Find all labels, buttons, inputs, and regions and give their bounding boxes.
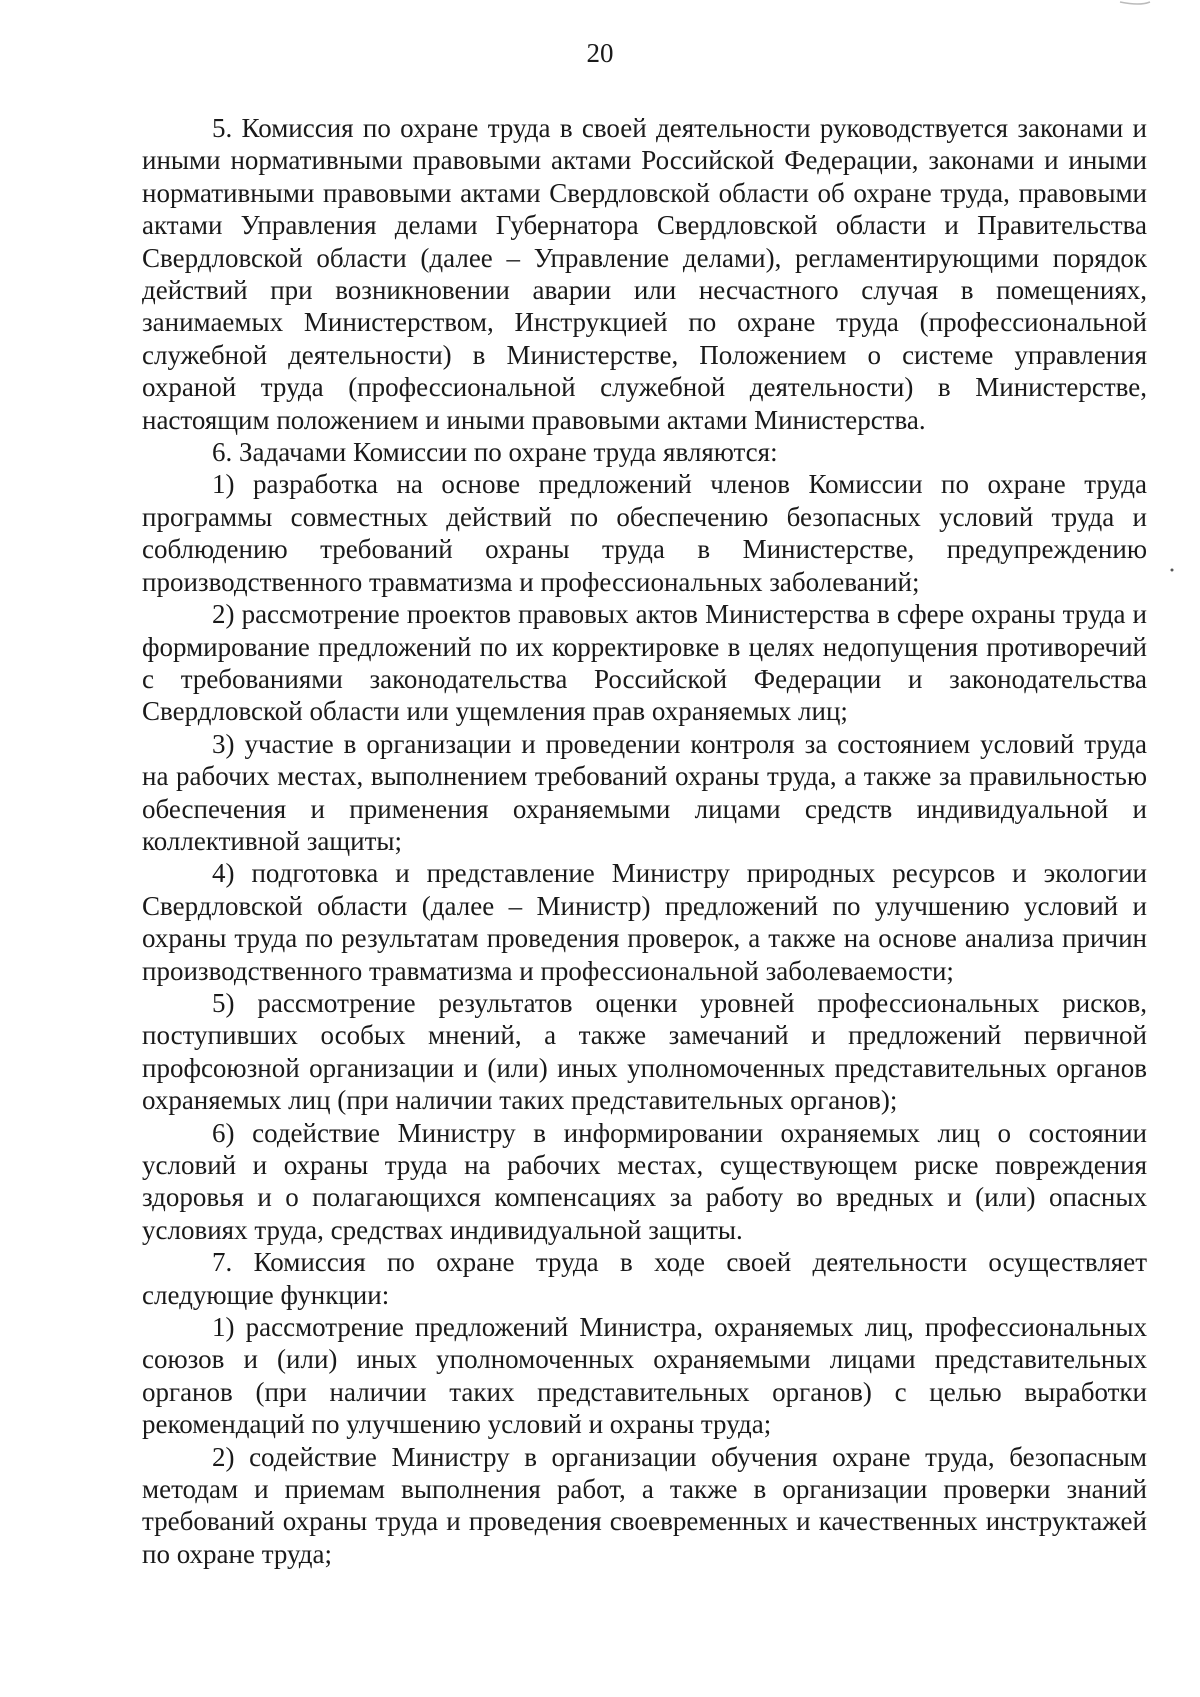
paragraph-7-item-1: 1) рассмотрение предложений Министра, охраняемых лиц, профессиональных союзов и (или) иных уполномоченных охраняемыми лицами представительных органов (при наличии таких представительных органов) с целью выработки рекомендаций по улучшению условий и охраны труда; (142, 1312, 1147, 1440)
paragraph-6: 6. Задачами Комиссии по охране труда являются: (212, 437, 778, 468)
document-body (142, 112, 1147, 1570)
paragraph-6-item-6: 6) содействие Министру в информировании охраняемых лиц о состоянии условий и охраны труда на рабочих местах, существующем риске повреждения здоровья и о полагающихся компенсациях за работу во вредных и (или) опасных условиях труда, средствах индивидуальной защиты. (142, 1117, 1147, 1245)
paragraph-6-item-4: 4) подготовка и представление Министру природных ресурсов и экологии Свердловской области (далее – Министр) предложений по улучшению условий и охраны труда по результатам проведения проверок, а также на основе анализа причин производственного травматизма и профессиональной заболеваемости; (142, 858, 1147, 986)
page-number: 20 (586, 38, 614, 68)
paragraph-5: 5. Комиссия по охране труда в своей деятельности руководствуется законами и иными нормативными правовыми актами Российской Федерации, законами и иными нормативными правовыми актами Свердловской области об охране труда, правовыми актами Управления делами Губернатора Свердловской области и Правительства Свердловской области (далее – Управление делами), регламентирующими порядок действий при возникновении аварии или несчастного случая в помещениях, занимаемых Министерством, Инструкцией по охране труда (профессиональной служебной деятельности) в Министерстве, Положением о системе управления охраной труда (профессиональной служебной деятельности) в Министерстве, настоящим положением и иными правовыми актами Министерства. (142, 113, 1147, 435)
paragraph-7-item-2: 2) содействие Министру в организации обучения охране труда, безопасным методам и приемам выполнения работ, а также в организации проверки знаний требований охраны труда и проведения своевременных и качественных инструктажей по охране труда; (142, 1441, 1147, 1569)
paragraph-6-item-3: 3) участие в организации и проведении контроля за состоянием условий труда на рабочих местах, выполнением требований охраны труда, а также за правильностью обеспечения и применения охраняемыми лицами средств индивидуальной и коллективной защиты; (142, 728, 1147, 856)
paragraph-6-item-2: 2) рассмотрение проектов правовых актов Министерства в сфере охраны труда и формирование предложений по их корректировке в целях недопущения противоречий с требованиями законодательства Российской Федерации и законодательства Свердловской области или ущемления прав охраняемых лиц; (142, 599, 1147, 727)
paragraph-6-item-1: 1) разработка на основе предложений членов Комиссии по охране труда программы совместных действий по обеспечению безопасных условий труда и соблюдению требований охраны труда в Министерстве, предупреждению производственного травматизма и профессиональных заболеваний; (142, 469, 1147, 597)
paragraph-7: 7. Комиссия по охране труда в ходе своей деятельности осуществляет следующие функции: (142, 1247, 1147, 1310)
scan-corner-mark (1120, 2, 1150, 4)
paragraph-6-item-5: 5) рассмотрение результатов оценки уровней профессиональных рисков, поступивших особых мнений, а также замечаний и предложений первичной профсоюзной организации и (или) иных уполномоченных представительных органов охраняемых лиц (при наличии таких представительных органов); (142, 987, 1147, 1116)
scan-speck (1171, 569, 1174, 572)
